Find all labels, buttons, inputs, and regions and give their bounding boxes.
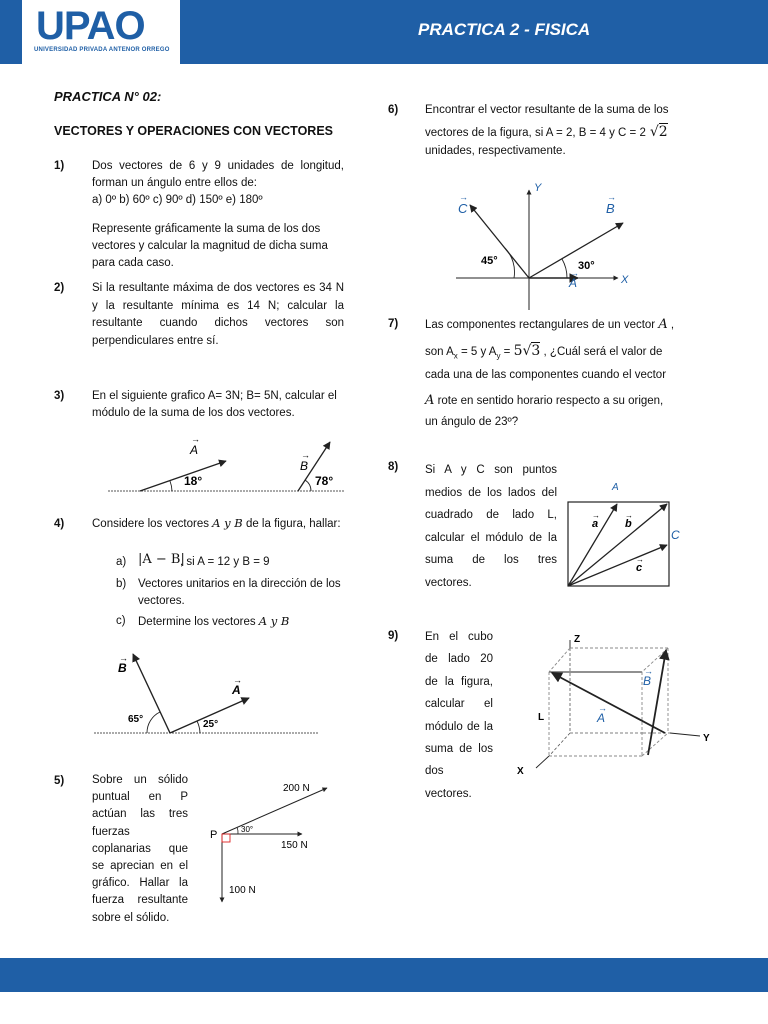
p6-label-a: A — [569, 276, 578, 290]
p4-a-text: , si A = 12 y B = 9 — [180, 556, 270, 568]
p5-point: P — [210, 829, 218, 841]
p7-sub-y: y — [496, 351, 501, 361]
p9-label-z: Z — [574, 634, 581, 645]
p7-l2a: son A — [425, 346, 454, 358]
problem-9-text: En el cubo de lado 20 de la figura, calcular el módulo de la suma de los dos vectores. — [425, 631, 493, 800]
p9-arrow-a: → — [598, 703, 607, 713]
p8-vec-c: c — [636, 562, 643, 574]
p6-sqrt-value: 2 — [658, 124, 668, 140]
p9-y-axis — [670, 733, 700, 736]
problem-1-options: a) 0º b) 60º c) 90º d) 150º e) 180º — [92, 194, 263, 206]
p6-label-c: C — [458, 201, 468, 216]
p4-arrow-b: → — [119, 653, 128, 663]
problem-3-text: En el siguiente grafico A= 3N; B= 5N, calcular el módulo de la suma de los dos vectores. — [92, 390, 337, 419]
p5-label-200: 200 N — [283, 783, 310, 794]
p7-l2b: = 5 y A — [457, 346, 497, 358]
page-footer — [0, 958, 768, 992]
p7-l2d: , ¿Cuál será el valor de — [540, 346, 663, 358]
p4-vec-ab: A y B — [212, 516, 243, 530]
p3-label-a: A — [190, 443, 199, 457]
p3-label-b: B — [300, 459, 309, 473]
p3-arrow-a: → — [191, 434, 200, 444]
p4-b-text: Vectores unitarios en la dirección de los vectores. — [138, 578, 341, 607]
p4-b-label: b) — [116, 578, 127, 590]
problem-8-text: Si A y C son puntos medios de los lados del cuadrado de lado L, calcular el módulo de la suma de los tres vectores. — [425, 464, 557, 589]
problem-8-number: 8) — [388, 461, 399, 473]
p6-arrow-b: → — [607, 192, 616, 202]
p9-label-y: Y — [703, 733, 710, 744]
p4-text-post: de la figura, hallar: — [242, 518, 341, 530]
p7-l2c: = — [500, 346, 514, 358]
p5-label-100: 100 N — [229, 885, 256, 896]
p3-angle-a: 18° — [184, 474, 203, 488]
p3-arrow-b: → — [301, 450, 310, 460]
p6-line-3: unidades, respectivamente. — [425, 145, 566, 157]
problem-1-text2: Represente gráficamente la suma de los dos vectores y calcular la magnitud de dicha suma para cada caso. — [92, 223, 328, 269]
p8-arrow-a: → — [592, 511, 600, 520]
p7-sqrt-symbol: √ — [522, 343, 532, 359]
p9-label-l: L — [538, 712, 545, 723]
p4-c-text-pre: Determine los vectores — [138, 616, 259, 628]
logo-subtitle: UNIVERSIDAD PRIVADA ANTENOR ORREGO — [34, 47, 170, 53]
problem-7-number: 7) — [388, 318, 399, 330]
p7-l4-vec: A — [425, 393, 435, 408]
p8-vec-a: a — [592, 518, 599, 530]
problem-1-text: Dos vectores de 6 y 9 unidades de longitud, forman un ángulo entre ellos de: — [92, 160, 344, 189]
p8-arrow-c: → — [636, 555, 644, 564]
p5-label-150: 150 N — [281, 840, 308, 851]
p4-arrow-a: → — [233, 675, 242, 685]
p9-bottom-right — [642, 733, 668, 756]
p4-text-pre: Considere los vectores — [92, 518, 213, 530]
p4-angle-a: 25° — [203, 719, 219, 730]
p6-line-1: Encontrar el vector resultante de la suma de los — [425, 104, 669, 116]
p6-line-2-text: vectores de la figura, si A = 2, B = 4 y C = 2 — [425, 127, 646, 139]
p8-label-a-top: A — [612, 482, 619, 493]
p7-line-5: un ángulo de 23º? — [425, 416, 519, 428]
p9-label-b: B — [643, 674, 652, 688]
p8-vec-b: b — [625, 518, 632, 530]
p7-sqrt-value: 3 — [531, 343, 541, 359]
p4-a-expr: |A − B| — [138, 552, 185, 567]
problem-3-number: 3) — [54, 390, 65, 402]
p4-c-label: c) — [116, 615, 126, 627]
p9-label-x: X — [517, 766, 524, 777]
p9-top-left — [549, 648, 570, 672]
p4-label-b: B — [118, 661, 127, 675]
problem-5-number: 5) — [54, 775, 65, 787]
p6-arrow-c: → — [459, 192, 468, 202]
p3-angle-b: 78° — [315, 474, 334, 488]
p4-a-label: a) — [116, 556, 127, 568]
p4-angle-b: 65° — [128, 714, 144, 725]
problem-6-number: 6) — [388, 104, 399, 116]
p7-l4: rote en sentido horario respecto a su origen, — [434, 395, 664, 407]
p7-l1: Las componentes rectangulares de un vector — [425, 319, 659, 331]
p9-x-axis — [536, 756, 549, 768]
problem-9-number: 9) — [388, 630, 399, 642]
logo-text: UPAO — [36, 4, 145, 48]
p6-label-b: B — [606, 201, 615, 216]
practice-subtitle: VECTORES Y OPERACIONES CON VECTORES — [54, 124, 334, 138]
p7-l2-val: 5 — [513, 343, 523, 359]
p7-sub-x: x — [453, 351, 458, 361]
problem-2-number: 2) — [54, 282, 65, 294]
p9-label-a: A — [597, 711, 606, 725]
p6-sqrt-symbol: √ — [649, 124, 659, 140]
p9-back-depth — [549, 733, 570, 756]
header-title: PRACTICA 2 - FISICA — [418, 20, 591, 39]
p6-angle-c: 45° — [481, 255, 498, 267]
p8-arrow-b: → — [625, 511, 633, 520]
problem-4-number: 4) — [54, 518, 65, 530]
p9-arrow-b: → — [644, 666, 653, 676]
p6-label-x: X — [621, 274, 629, 286]
p5-angle: 30° — [241, 825, 254, 834]
practice-title: PRACTICA N° 02: — [54, 89, 162, 104]
p7-line-3: cada una de las componentes cuando el vector — [425, 369, 667, 381]
problem-1-number: 1) — [54, 160, 65, 172]
problem-5-text: Sobre un sólido puntual en P actúan las tres fuerzas coplanarias que se aprecian en el gráfico. Hallar la fuerza resultante sobre el sólido. — [92, 774, 188, 924]
p7-l1-vec: A — [658, 317, 668, 332]
p7-l1-end: , — [667, 319, 675, 331]
p4-label-a: A — [232, 683, 241, 697]
p6-angle-b: 30° — [578, 260, 595, 272]
p8-label-c: C — [671, 528, 680, 542]
p4-c-vec: A y B — [258, 614, 290, 628]
problem-2-text: Si la resultante máxima de dos vectores es 34 N y la resultante mínima es 14 N; calcular la resultante cuando dichos vectores son perpendiculares entre sí. — [92, 282, 344, 347]
p6-arrow-a: → — [570, 268, 579, 278]
p6-label-y: Y — [534, 182, 542, 194]
